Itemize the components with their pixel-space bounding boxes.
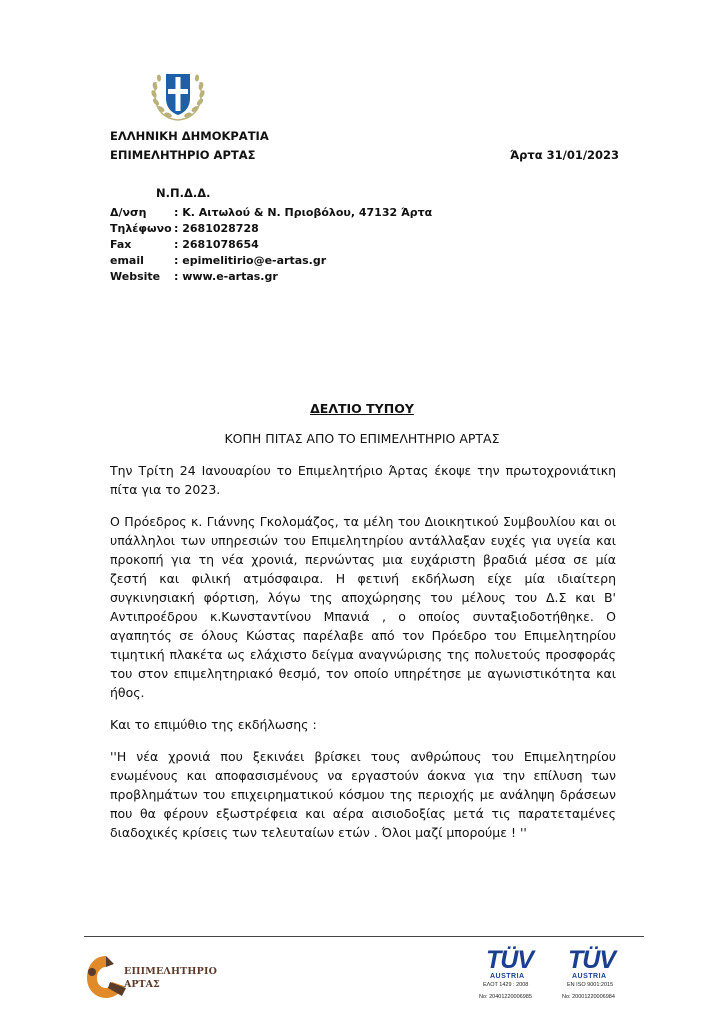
tuv-logo-brand: TÜV	[486, 946, 533, 974]
contact-fax	[110, 237, 432, 253]
chamber-logo	[84, 946, 218, 1006]
organization-name: ΕΠΙΜΕΛΗΤΗΡΙΟ ΑΡΤΑΣ	[110, 148, 256, 162]
contact-phone	[110, 221, 432, 237]
paragraph-intro: Την Τρίτη 24 Ιανουαρίου το Επιμελητήριο Άρτας έκοψε την πρωτοχρονιάτικη πίτα για το 2023.	[110, 463, 616, 497]
legal-entity-label: Ν.Π.Δ.Δ.	[156, 186, 211, 200]
country-name: ΕΛΛΗΝΙΚΗ ΔΗΜΟΚΡΑΤΙΑ	[110, 129, 269, 143]
chamber-logo-line1: ΕΠΙΜΕΛΗΤΗΡΙΟ	[124, 966, 218, 977]
phone-label: Τηλέφωνο	[110, 222, 172, 235]
tuv-certificate-iso	[560, 946, 632, 1008]
fax-label: Fax	[110, 238, 132, 251]
greek-emblem	[146, 68, 210, 124]
paragraph-quote: ''Η νέα χρονιά που ξεκινάει βρίσκει τους ανθρώπους του Επιμελητηρίου ενωμένους και αποφασισμένους να εργαστούν άοκνα για την επίλυση των προβλημάτων του επιχειρηματικού κόσμου της περιοχής με ανάληψη δράσεων που θα φέρουν εξωστρέφεια και αέρα αισιοδοξίας μετά τις παρατεταμένες διαδοχικές κρίσεις των τελευταίων ετών . Όλοι μαζί μπορούμε ! ''	[110, 749, 616, 840]
contact-address	[110, 205, 432, 221]
address-value: : Κ. Αιτωλού & Ν. Πριοβόλου, 47132 Άρτα	[174, 206, 433, 219]
tuv-cert-number: No: 20401220006985	[479, 994, 532, 1000]
address-label: Δ/νση	[110, 206, 147, 219]
document-subtitle: ΚΟΠΗ ΠΙΤΑΣ ΑΠΟ ΤΟ ΕΠΙΜΕΛΗΤΗΡΙΟ ΑΡΤΑΣ	[224, 431, 500, 446]
tuv-certificate-elot	[476, 946, 548, 1008]
footer-divider	[84, 936, 644, 937]
email-value: : epimelitirio@e-artas.gr	[174, 254, 327, 267]
website-label: Website	[110, 270, 161, 283]
tuv-logo-brand: TÜV	[568, 946, 615, 974]
document-body	[110, 461, 616, 842]
document-title: ΔΕΛΤΙΟ ΤΥΠΟΥ	[310, 401, 414, 416]
contact-block	[110, 205, 432, 285]
chamber-logo-icon	[84, 952, 128, 1002]
paragraph-event: Ο Πρόεδρος κ. Γιάννης Γκολομάζος, τα μέλη του Διοικητικού Συμβουλίου και οι υπάλληλοι των υπηρεσιών του Επιμελητηρίου αντάλλαξαν ευχές για υγεία και προκοπή για τη νέα χρονιά, περνώντας μια ευχάριστη βραδιά μέσα σε μία ζεστή και φιλική ατμόσφαιρα. Η φετινή εκδήλωση είχε μία ιδιαίτερη συγκινησιακή φόρτιση, λόγω της αποχώρησης του μέλους του Δ.Σ και Β' Αντιπροέδρου κ.Κωνσταντίνου Μπανιά , ο οποίος συνταξιοδοτήθηκε. Ο αγαπητός σε όλους Κώστας παρέλαβε από τον Πρόεδρο του Επιμελητηρίου τιμητική πλακέτα ως ελάχιστο δείγμα αναγνώρισης της πολυετούς προσφοράς του στον επιμελητηριακό θεσμό, τον οποίο υπηρέτησε με αγωνιστικότητα και ήθος.	[110, 514, 616, 700]
tuv-standard: EN ISO 9001:2015	[567, 982, 614, 988]
email-label: email	[110, 254, 144, 267]
contact-website	[110, 269, 432, 285]
website-value: : www.e-artas.gr	[174, 270, 278, 283]
tuv-standard: ΕΛΟΤ 1429 : 2008	[483, 982, 529, 988]
tuv-cert-number: No: 20001220006984	[562, 994, 615, 1000]
phone-value: : 2681028728	[174, 222, 259, 235]
paragraph-epilogue-intro: Και το επιμύθιο της εκδήλωσης :	[110, 717, 317, 732]
contact-email	[110, 253, 432, 269]
chamber-logo-line2: ΑΡΤΑΣ	[124, 979, 160, 990]
fax-value: : 2681078654	[174, 238, 259, 251]
tuv-logo-sub: AUSTRIA	[490, 973, 525, 980]
tuv-logo-sub: AUSTRIA	[572, 973, 607, 980]
place-date: Άρτα 31/01/2023	[510, 148, 620, 162]
